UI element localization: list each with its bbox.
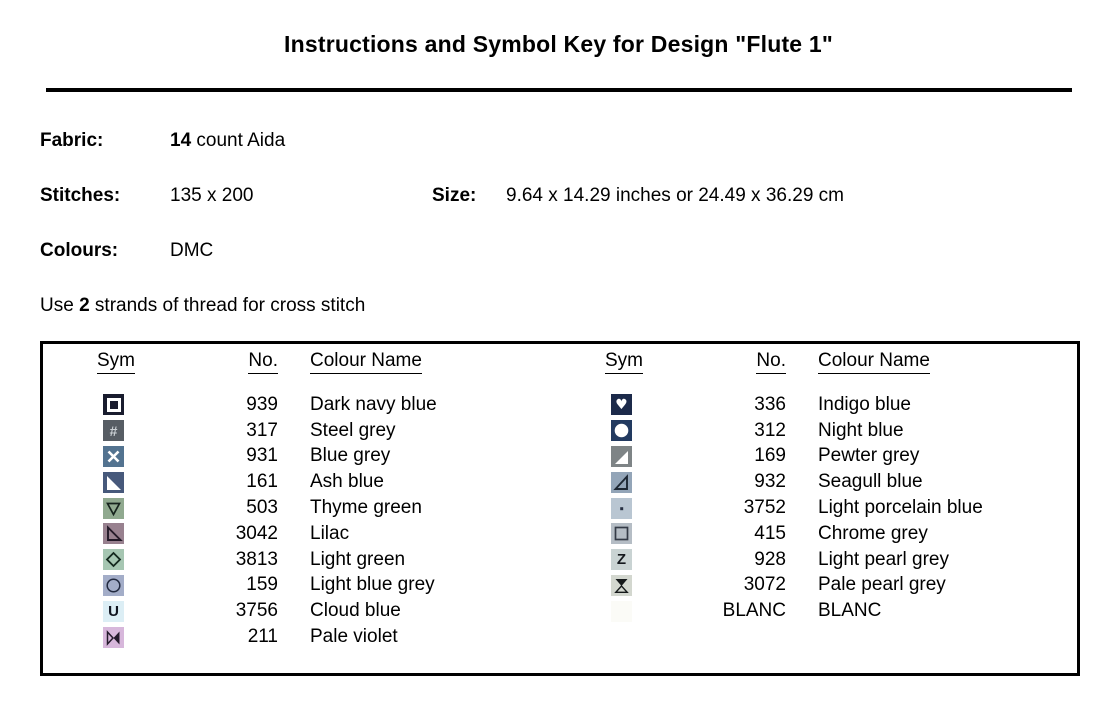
triangle-lower-right-filled-symbol-swatch: [611, 446, 632, 467]
colours-label: Colours:: [40, 240, 119, 261]
symbol-cell: [605, 420, 666, 441]
thread-number: 931: [246, 445, 278, 467]
symbol-cell: [97, 498, 158, 519]
thread-number: 939: [246, 393, 278, 415]
table-row: [605, 521, 1075, 547]
key-header-left: [97, 350, 567, 374]
table-row: [605, 444, 1075, 470]
key-column-left-rows: [97, 392, 567, 650]
symbol-cell: [97, 472, 158, 493]
thread-number: 336: [754, 393, 786, 415]
symbol-cell: [97, 394, 158, 415]
fabric-count: 14: [170, 130, 192, 151]
header-colour-name: Colour Name: [818, 350, 1075, 374]
triangle-lower-left-filled-symbol-swatch: [103, 472, 124, 493]
thread-number: 161: [246, 471, 278, 493]
hash-symbol-swatch: #: [103, 420, 124, 441]
bowtie-right-filled-symbol-swatch: [103, 627, 124, 648]
table-row: [97, 469, 567, 495]
header-colour-name: Colour Name: [310, 350, 567, 374]
header-sym: Sym: [605, 350, 666, 374]
key-column-right-rows: [605, 392, 1075, 624]
diamond-outline-symbol-swatch: [103, 549, 124, 570]
colour-name: Light pearl grey: [818, 548, 949, 570]
symbol-cell: [97, 549, 158, 570]
thread-number: 317: [246, 419, 278, 441]
letter-z-symbol-swatch: Z: [611, 549, 632, 570]
thread-number: 3813: [235, 548, 278, 570]
strands-suffix: strands of thread for cross stitch: [89, 295, 366, 316]
table-row: [97, 495, 567, 521]
symbol-cell: [605, 575, 666, 596]
fabric-value: count Aida: [191, 130, 286, 151]
colour-name: Light blue grey: [310, 574, 435, 596]
symbol-cell: [605, 498, 666, 519]
colour-name: BLANC: [818, 600, 882, 622]
size-label: Size:: [432, 185, 477, 206]
dot-symbol-swatch: [611, 498, 632, 519]
letter-u-symbol-swatch: U: [103, 601, 124, 622]
symbol-cell: [97, 523, 158, 544]
size-value: 9.64 x 14.29 inches or 24.49 x 36.29 cm: [506, 185, 844, 206]
colour-name: Dark navy blue: [310, 393, 437, 415]
thread-number: 503: [246, 497, 278, 519]
table-row: [97, 598, 567, 624]
table-row: [97, 624, 567, 650]
triangle-down-outline-symbol-swatch: [103, 498, 124, 519]
key-column-right: [605, 344, 1075, 673]
table-row: [97, 521, 567, 547]
symbol-key-table: [40, 341, 1080, 676]
table-row: [97, 418, 567, 444]
cross-x-symbol-swatch: [103, 446, 124, 467]
circle-filled-symbol-swatch: [611, 420, 632, 441]
symbol-cell: [97, 601, 158, 622]
table-row: [605, 573, 1075, 599]
thread-number: BLANC: [722, 600, 786, 622]
header-sym: Sym: [97, 350, 158, 374]
colour-name: Pewter grey: [818, 445, 920, 467]
symbol-cell: [605, 523, 666, 544]
colour-name: Pale violet: [310, 626, 398, 648]
table-row: [605, 598, 1075, 624]
colour-name: Seagull blue: [818, 471, 923, 493]
colour-name: Chrome grey: [818, 522, 928, 544]
thread-number: 3752: [743, 497, 786, 519]
symbol-cell: [97, 446, 158, 467]
table-row: [605, 392, 1075, 418]
colour-name: Indigo blue: [818, 393, 911, 415]
thread-number: 3756: [235, 600, 278, 622]
thread-number: 928: [754, 548, 786, 570]
symbol-cell: [605, 549, 666, 570]
thread-number: 211: [247, 626, 278, 648]
colour-name: Blue grey: [310, 445, 391, 467]
strands-count: 2: [79, 295, 90, 316]
stitches-row: [40, 185, 1080, 207]
table-row: [605, 495, 1075, 521]
symbol-cell: [97, 627, 158, 648]
colour-name: Night blue: [818, 419, 904, 441]
triangle-lower-left-outline-symbol-swatch: [103, 523, 124, 544]
thread-number: 415: [754, 522, 786, 544]
symbol-cell: [605, 446, 666, 467]
table-row: [605, 547, 1075, 573]
table-row: [97, 573, 567, 599]
colour-name: Light porcelain blue: [818, 497, 983, 519]
colour-name: Ash blue: [310, 471, 384, 493]
symbol-cell: [605, 472, 666, 493]
table-row: [605, 418, 1075, 444]
colour-name: Thyme green: [310, 497, 422, 519]
colours-row: [40, 240, 1080, 262]
strands-note: [40, 295, 1080, 317]
blank-symbol-swatch: [611, 601, 632, 622]
header-no: No.: [666, 350, 786, 374]
header-no: No.: [158, 350, 278, 374]
table-row: [605, 469, 1075, 495]
thread-number: 169: [754, 445, 786, 467]
thread-number: 3042: [235, 522, 278, 544]
symbol-cell: [605, 394, 666, 415]
thread-number: 932: [754, 471, 786, 493]
stitches-value: 135 x 200: [170, 185, 254, 206]
table-row: [97, 392, 567, 418]
strands-prefix: Use: [40, 295, 80, 316]
hourglass-top-filled-symbol-swatch: [611, 575, 632, 596]
triangle-lower-right-outline-symbol-swatch: [611, 472, 632, 493]
hollow-square-symbol-swatch: [103, 394, 124, 415]
stitches-label: Stitches:: [40, 185, 121, 206]
title-divider: [46, 88, 1072, 92]
table-row: [97, 444, 567, 470]
square-outline-symbol-swatch: [611, 523, 632, 544]
colour-name: Steel grey: [310, 419, 396, 441]
symbol-cell: [97, 420, 158, 441]
thread-number: 3072: [743, 574, 786, 596]
symbol-cell: [605, 601, 666, 622]
key-column-left: [97, 344, 567, 673]
fabric-label: Fabric:: [40, 130, 104, 151]
page-title: Instructions and Symbol Key for Design "Flute 1": [284, 31, 833, 57]
heart-filled-symbol-swatch: ♥: [611, 394, 632, 415]
key-header-right: [605, 350, 1075, 374]
colours-value: DMC: [170, 240, 214, 261]
colour-name: Lilac: [310, 522, 350, 544]
colour-name: Cloud blue: [310, 600, 401, 622]
thread-number: 159: [246, 574, 278, 596]
fabric-row: [40, 130, 1080, 152]
colour-name: Light green: [310, 548, 406, 570]
colour-name: Pale pearl grey: [818, 574, 946, 596]
thread-number: 312: [754, 419, 786, 441]
table-row: [97, 547, 567, 573]
circle-outline-symbol-swatch: [103, 575, 124, 596]
symbol-cell: [97, 575, 158, 596]
